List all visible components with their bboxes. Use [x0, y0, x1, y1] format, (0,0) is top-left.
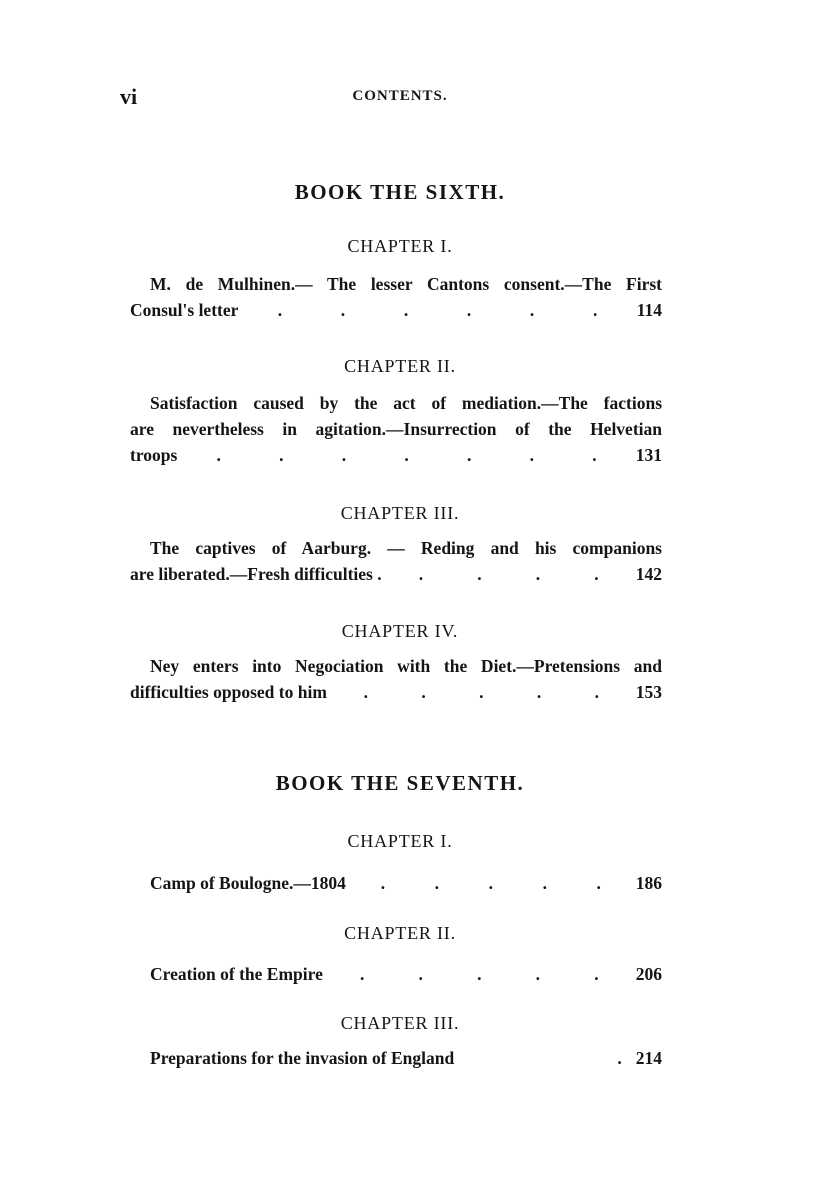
- entry-text-line: are liberated.—Fresh difficulties .: [130, 564, 382, 584]
- chapter-heading: CHAPTER I.: [347, 236, 453, 256]
- chapter-heading: CHAPTER IV.: [341, 621, 459, 641]
- entry-text-line: are nevertheless in agitation.—Insurrection of the Helvetian: [130, 419, 662, 439]
- page-ref: 153: [635, 682, 662, 702]
- toc-entry: [130, 535, 662, 587]
- page-ref: 131: [635, 445, 662, 465]
- entry-text-line: Consul's letter: [130, 300, 239, 320]
- toc-entry: [130, 390, 662, 468]
- chapter-heading: CHAPTER II.: [344, 923, 456, 943]
- entry-text-line: Ney enters into Negociation with the Diet.—Pretensions and: [150, 656, 662, 676]
- dot-leaders: . . . . . . .: [216, 445, 597, 465]
- entry-text-line: troops: [130, 445, 178, 465]
- chapter-heading: CHAPTER III.: [340, 1013, 460, 1033]
- entry-leader-line: [130, 1045, 662, 1071]
- dot-leaders: . . . . .: [363, 682, 600, 702]
- page-ref: 214: [635, 1048, 662, 1068]
- page-header: [0, 84, 840, 114]
- entry-leader-line: [130, 870, 662, 896]
- chapter-heading: CHAPTER I.: [347, 831, 453, 851]
- running-head: CONTENTS.: [352, 88, 448, 104]
- entry-text-line: Satisfaction caused by the act of mediation.—The factions: [150, 393, 662, 413]
- page-ref: 142: [635, 564, 662, 584]
- book-heading: BOOK THE SEVENTH.: [275, 771, 525, 795]
- entry-text-line: M. de Mulhinen.— The lesser Cantons consent.—The First: [150, 274, 662, 294]
- page-ref: 206: [635, 964, 662, 984]
- entry-text-line: Creation of the Empire: [150, 964, 323, 984]
- entry-leader-line: [130, 679, 662, 705]
- entry-leader-line: [130, 297, 662, 323]
- entry-text-line: Preparations for the invasion of England: [150, 1048, 455, 1068]
- entry-text-line: The captives of Aarburg. — Reding and his companions: [150, 538, 662, 558]
- toc-entry: [130, 961, 662, 987]
- entry-text-line: difficulties opposed to him: [130, 682, 327, 702]
- dot-leaders: .: [617, 1048, 622, 1068]
- entry-leader-line: [130, 961, 662, 987]
- entry-leader-line: [130, 442, 662, 468]
- page-ref: 114: [636, 300, 662, 320]
- toc-entry: [130, 271, 662, 323]
- book-heading: BOOK THE SIXTH.: [294, 180, 506, 204]
- page-ref: 186: [635, 873, 662, 893]
- toc-entry: [130, 653, 662, 705]
- chapter-heading: CHAPTER III.: [340, 503, 460, 523]
- toc-entry: [130, 870, 662, 896]
- dot-leaders: . . . . . .: [277, 300, 598, 320]
- dot-leaders: . . . . .: [359, 964, 599, 984]
- dot-leaders: . . . . .: [380, 873, 601, 893]
- entry-text-line: Camp of Boulogne.—1804: [150, 873, 346, 893]
- toc-entry: [130, 1045, 662, 1071]
- page-number: vi: [120, 84, 138, 109]
- dot-leaders: . . . .: [418, 564, 599, 584]
- chapter-heading: CHAPTER II.: [344, 356, 456, 376]
- entry-leader-line: [130, 561, 662, 587]
